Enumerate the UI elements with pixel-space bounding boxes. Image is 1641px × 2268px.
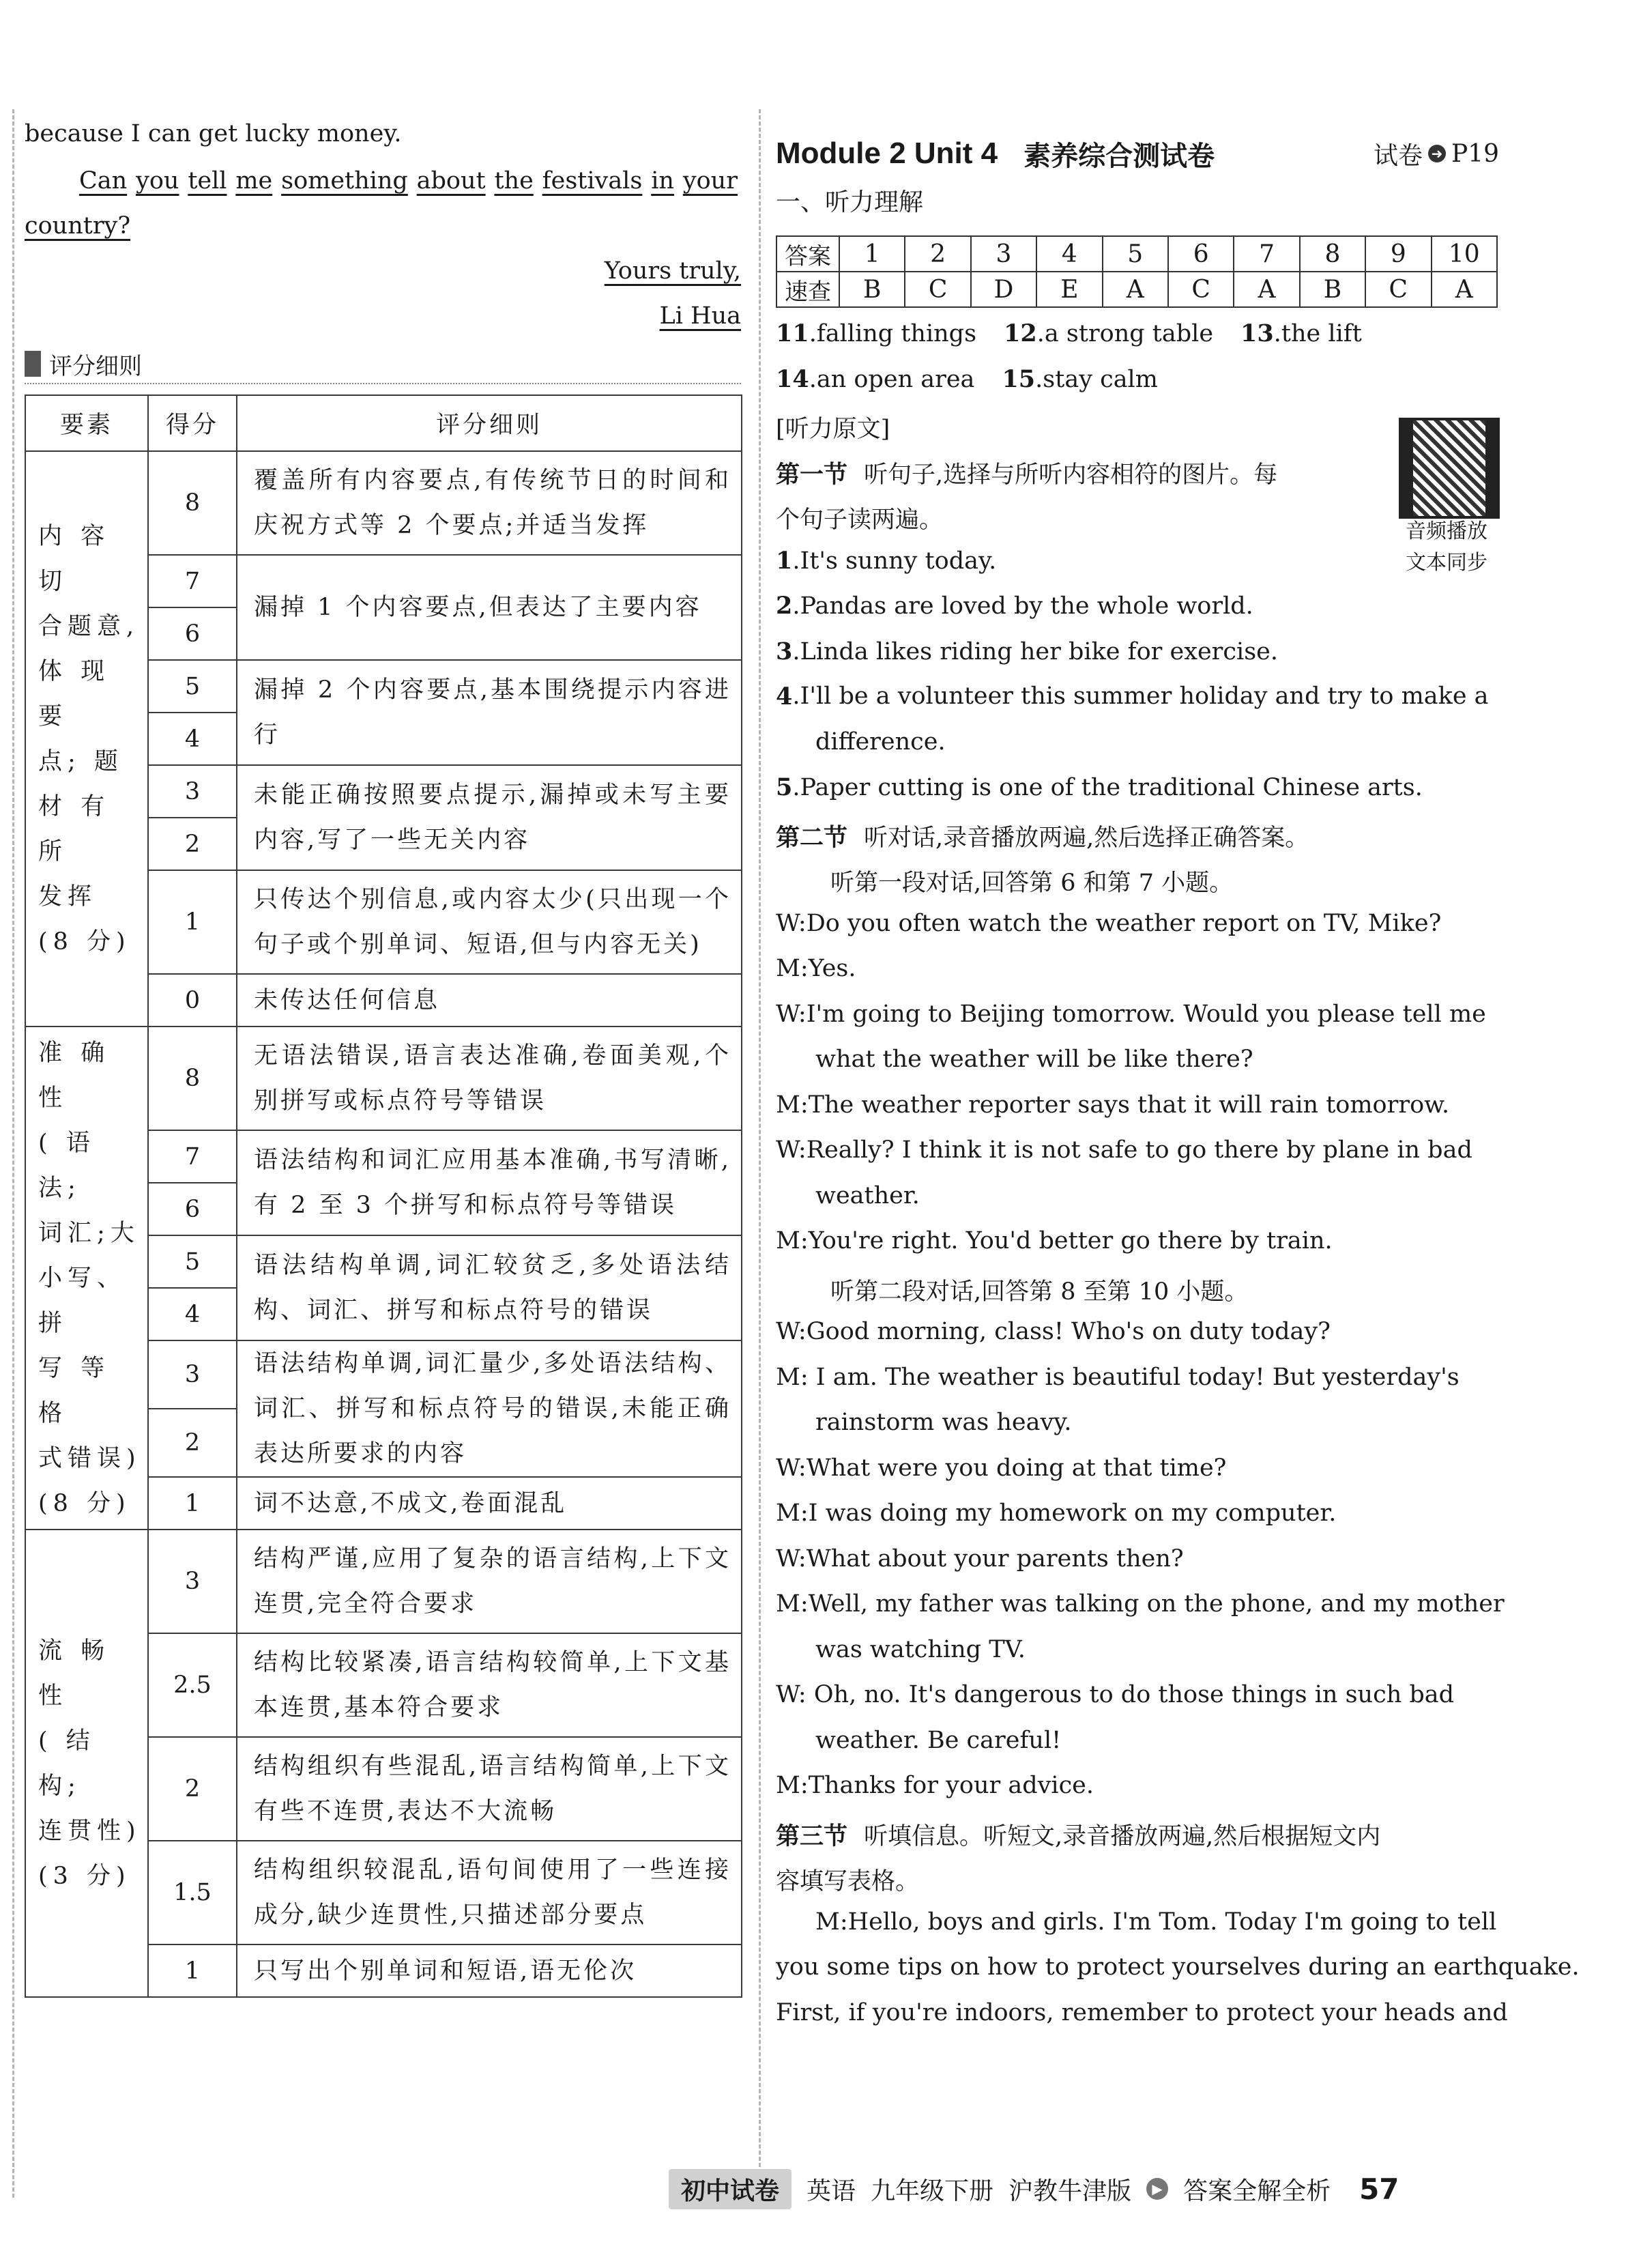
module-title: Module 2 Unit 4	[776, 137, 998, 170]
answer-number: 2	[905, 236, 970, 272]
rubric-detail: 结构严谨,应用了复杂的语言结构,上下文连贯,完全符合要求	[237, 1530, 742, 1633]
element-line: (8 分)	[38, 1489, 131, 1517]
element-line: (3 分)	[38, 1862, 131, 1890]
dialogue-line: M: I am. The weather is beautiful today! But yesterday's	[776, 1363, 1460, 1391]
element-line: 合题意,	[38, 612, 140, 640]
left-margin-guide	[12, 109, 14, 2198]
section-title: 第一节	[776, 461, 848, 489]
word: your	[682, 167, 738, 195]
rubric-detail: 只传达个别信息,或内容太少(只出现一个句子或个别单词、短语,但与内容无关)	[237, 870, 742, 974]
dialogue-line: W:Good morning, class! Who's on duty today?	[776, 1318, 1331, 1345]
element-line: 内 容 切	[38, 522, 111, 595]
element-line: 流 畅 性	[38, 1637, 111, 1710]
dialogue-line: M:Yes.	[776, 955, 856, 982]
paper-reference: 试卷 ➜ P19	[1373, 139, 1499, 170]
section-instruction	[776, 1818, 1498, 1852]
answer-letter: C	[1168, 272, 1234, 307]
sentence-number: 2	[776, 592, 793, 620]
element-line: 点; 题	[38, 747, 124, 775]
rubric-table	[25, 394, 742, 1998]
fill-answer-text: an open area	[816, 365, 975, 393]
word: festivals	[542, 167, 643, 195]
column-divider	[759, 109, 761, 2198]
answer-row-label: 速查	[776, 272, 839, 307]
rubric-score: 2.5	[148, 1633, 237, 1737]
element-line: ( 语 法;	[38, 1129, 96, 1202]
rubric-score: 2	[148, 1409, 237, 1477]
rubric-detail: 无语法错误,语言表达准确,卷面美观,个别拼写或标点符号等错误	[237, 1027, 742, 1130]
rubric-detail: 覆盖所有内容要点,有传统节日的时间和庆祝方式等 2 个要点;并适当发挥	[237, 451, 742, 555]
dialogue-line: W:I'm going to Beijing tomorrow. Would you please tell me	[776, 1000, 1486, 1028]
rubric-row	[25, 1530, 742, 1633]
section-text: 听填信息。听短文,录音播放两遍,然后根据短文内	[864, 1822, 1381, 1850]
qr-code[interactable]	[1399, 418, 1500, 519]
rubric-score: 4	[148, 1288, 237, 1340]
footer-subject: 英语	[807, 2177, 856, 2205]
test-title-row	[776, 130, 1499, 177]
fill-answer-number: 11	[776, 319, 809, 347]
answer-number: 8	[1300, 236, 1365, 272]
rubric-detail: 语法结构单调,词汇量少,多处语法结构、词汇、拼写和标点符号的错误,未能正确表达所要求的内容	[237, 1340, 742, 1477]
element-line: 体 现 要	[38, 657, 111, 730]
sentence-text: It's sunny today.	[800, 547, 997, 575]
play-icon: ▶	[1146, 2178, 1168, 2200]
sentence-text: Linda likes riding her bike for exercise.	[800, 637, 1278, 665]
rubric-score: 8	[148, 1027, 237, 1130]
fill-answers-row	[776, 319, 1498, 347]
letter-line: country?	[25, 212, 131, 240]
rubric-score: 3	[148, 1530, 237, 1633]
rubric-row	[25, 451, 742, 555]
listening-sentence: 1.It's sunny today.	[776, 546, 997, 575]
sentence-number: 3	[776, 637, 793, 665]
rubric-detail: 语法结构和词汇应用基本准确,书写清晰,有 2 至 3 个拼写和标点符号等错误	[237, 1130, 742, 1235]
element-line: 式错误)	[38, 1444, 141, 1472]
answer-number: 7	[1234, 236, 1299, 272]
fill-answer-text: stay calm	[1043, 365, 1158, 393]
rubric-score: 1	[148, 870, 237, 974]
rubric-score: 6	[148, 607, 237, 660]
answer-letter: B	[1300, 272, 1365, 307]
rubric-detail: 词不达意,不成文,卷面混乱	[237, 1477, 742, 1530]
dialogue-line-cont: weather. Be careful!	[815, 1726, 1062, 1754]
page-footer	[669, 2168, 1399, 2210]
dialogue-line: W:What were you doing at that time?	[776, 1454, 1227, 1482]
dialogue-line: M:You're right. You'd better go there by train.	[776, 1227, 1333, 1254]
rubric-score: 6	[148, 1183, 237, 1235]
passage-line: First, if you're indoors, remember to protect your heads and	[776, 1998, 1508, 2026]
fill-answer: 15.stay calm	[1002, 364, 1158, 393]
rubric-element	[25, 1530, 148, 1997]
rubric-score: 0	[148, 974, 237, 1027]
rubric-detail: 语法结构单调,词汇较贫乏,多处语法结构、词汇、拼写和标点符号的错误	[237, 1235, 742, 1340]
rubric-detail: 漏掉 2 个内容要点,基本围绕提示内容进行	[237, 660, 742, 765]
passage-line: M:Hello, boys and girls. I'm Tom. Today I'm going to tell	[815, 1908, 1497, 1936]
sentence-text: difference.	[815, 728, 946, 756]
section-title: 第三节	[776, 1822, 848, 1850]
answer-number: 10	[1432, 236, 1497, 272]
answer-number: 6	[1168, 236, 1234, 272]
section-instruction-cont: 个句子读两遍。	[776, 506, 944, 534]
word: me	[235, 167, 273, 195]
sentence-text: Pandas are loved by the whole world.	[800, 592, 1253, 620]
answer-number: 1	[839, 236, 905, 272]
dialogue-line-cont: what the weather will be like there?	[815, 1046, 1253, 1073]
letter-line: because I can get lucky money.	[25, 120, 402, 147]
listening-sentence: 4 . I'll be a volunteer this summer holiday and try to make a	[776, 683, 1498, 710]
dialogue-line-cont: rainstorm was heavy.	[815, 1409, 1072, 1436]
element-line: 词汇;大	[38, 1219, 140, 1247]
rubric-row	[25, 1027, 742, 1130]
qr-caption: 音频播放 文本同步	[1406, 519, 1487, 575]
dialogue-line: M:I was doing my homework on my computer.	[776, 1499, 1337, 1527]
footer-tag: 初中试卷	[669, 2169, 792, 2209]
sentence-text: I'll be a volunteer this summer holiday and try to make a	[800, 683, 1489, 710]
listening-sentence: 2.Pandas are loved by the whole world.	[776, 592, 1253, 620]
answer-number: 3	[971, 236, 1036, 272]
rubric-heading-label: 评分细则	[49, 352, 142, 380]
rubric-detail: 只写出个别单词和短语,语无伦次	[237, 1944, 742, 1997]
answer-number: 4	[1036, 236, 1102, 272]
footer-grade: 九年级下册	[871, 2177, 994, 2205]
rubric-score: 5	[148, 660, 237, 713]
section-title: 第二节	[776, 824, 848, 852]
element-line: 写 等 格	[38, 1354, 111, 1427]
section-text: 听句子,选择与所听内容相符的图片。每	[864, 461, 1278, 489]
listening-sentence	[776, 728, 1498, 756]
element-line: 准 确 性	[38, 1039, 111, 1112]
dialogue-intro: 听第二段对话,回答第 8 至第 10 小题。	[830, 1278, 1249, 1306]
arrow-right-icon: ➜	[1428, 145, 1446, 162]
answer-body	[776, 319, 1580, 2149]
answer-letter: D	[971, 272, 1036, 307]
answer-letter: E	[1036, 272, 1102, 307]
letter-signature: Li Hua	[659, 302, 741, 330]
word: the	[494, 167, 534, 195]
answer-table	[776, 235, 1498, 308]
rubric-detail: 结构组织有些混乱,语言结构简单,上下文有些不连贯,表达不大流畅	[237, 1737, 742, 1841]
dialogue-line: W: Oh, no. It's dangerous to do those things in such bad	[776, 1681, 1455, 1708]
element-line: 发挥	[38, 882, 98, 910]
word: tell	[188, 167, 227, 195]
page-number: 57	[1359, 2172, 1399, 2206]
fill-answer: 11.falling things	[776, 319, 977, 347]
section-instruction-cont: 容填写表格。	[776, 1868, 920, 1895]
rubric-score: 1	[148, 1477, 237, 1530]
answer-letter: A	[1432, 272, 1497, 307]
listening-sentence: 5.Paper cutting is one of the traditional Chinese arts.	[776, 773, 1423, 801]
dialogue-line: M:Well, my father was talking on the phone, and my mother	[776, 1590, 1505, 1618]
answer-letter: A	[1103, 272, 1168, 307]
rubric-detail: 未能正确按照要点提示,漏掉或未写主要内容,写了一些无关内容	[237, 765, 742, 870]
rubric-element	[25, 451, 148, 1027]
rubric-score: 7	[148, 555, 237, 607]
fill-answer: 13.the lift	[1240, 319, 1362, 347]
rubric-score: 1.5	[148, 1841, 237, 1944]
fill-answer-number: 15	[1002, 364, 1036, 393]
letter-closing: Yours truly,	[604, 257, 741, 285]
section-instruction	[776, 456, 1375, 490]
sentence-number: 4	[776, 683, 793, 710]
fill-answer: 14.an open area	[776, 364, 975, 393]
word: about	[416, 167, 486, 195]
rubric-detail: 漏掉 1 个内容要点,但表达了主要内容	[237, 555, 742, 660]
fill-answers-row	[776, 365, 1498, 393]
dialogue-line: W:Really? I think it is not safe to go there by plane in bad	[776, 1136, 1472, 1164]
test-subtitle: 素养综合测试卷	[1023, 140, 1215, 172]
answer-number: 5	[1103, 236, 1168, 272]
sentence-number: 5	[776, 773, 793, 801]
element-line: (8 分)	[38, 928, 131, 956]
answer-number: 9	[1365, 236, 1431, 272]
element-line: 材 有 所	[38, 792, 111, 865]
passage-line: you some tips on how to protect yourselves during an earthquake.	[776, 1953, 1580, 1981]
col-header-detail: 评分细则	[237, 395, 742, 451]
col-header-score: 得分	[148, 395, 237, 451]
letter-line-question	[79, 158, 738, 203]
dialogue-line-cont: weather.	[815, 1181, 920, 1209]
word: something	[281, 167, 408, 195]
element-line: 小写、拼	[38, 1264, 127, 1337]
footer-edition: 沪教牛津版	[1008, 2177, 1132, 2205]
rubric-score: 8	[148, 451, 237, 555]
script-label: [听力原文]	[776, 416, 890, 443]
rubric-score: 7	[148, 1130, 237, 1183]
section-instruction	[776, 819, 1498, 853]
dialogue-intro: 听第一段对话,回答第 6 和第 7 小题。	[830, 870, 1234, 897]
sentence-number: 1	[776, 546, 793, 575]
rubric-detail: 结构比较紧凑,语言结构较简单,上下文基本连贯,基本符合要求	[237, 1633, 742, 1737]
rubric-detail: 未传达任何信息	[237, 974, 742, 1027]
dialogue-line: W:Do you often watch the weather report on TV, Mike?	[776, 909, 1442, 937]
col-header-element: 要素	[25, 395, 148, 451]
word: you	[136, 167, 179, 195]
fill-answer: 12.a strong table	[1004, 319, 1214, 347]
fill-answer-text: falling things	[816, 320, 977, 347]
rubric-heading	[25, 345, 142, 383]
listening-sentence: 3.Linda likes riding her bike for exercise.	[776, 637, 1278, 665]
fill-answer-number: 12	[1004, 319, 1037, 347]
rubric-score: 2	[148, 818, 237, 870]
section-text: 听对话,录音播放两遍,然后选择正确答案。	[864, 824, 1309, 852]
rubric-score: 1	[148, 1944, 237, 1997]
answer-letter: A	[1234, 272, 1299, 307]
fill-answer-number: 13	[1240, 319, 1274, 347]
rubric-element	[25, 1027, 148, 1530]
rubric-score: 4	[148, 713, 237, 765]
dialogue-line-cont: was watching TV.	[815, 1635, 1026, 1663]
rubric-detail: 结构组织较混乱,语句间使用了一些连接成分,缺少连贯性,只描述部分要点	[237, 1841, 742, 1944]
rubric-score: 5	[148, 1235, 237, 1288]
sentence-text: Paper cutting is one of the traditional Chinese arts.	[800, 774, 1423, 801]
book-icon	[25, 351, 41, 377]
word: Can	[79, 167, 128, 195]
rubric-score: 3	[148, 1340, 237, 1409]
answer-letter: B	[839, 272, 905, 307]
fill-answer-number: 14	[776, 364, 809, 393]
answer-letter: C	[905, 272, 970, 307]
dialogue-line: W:What about your parents then?	[776, 1545, 1184, 1573]
footer-answer-label: 答案全解全析	[1183, 2177, 1331, 2205]
element-line: ( 结 构;	[38, 1727, 96, 1800]
answer-row-label: 答案	[776, 236, 839, 272]
rubric-score: 2	[148, 1737, 237, 1841]
fill-answer-text: a strong table	[1044, 320, 1214, 347]
element-line: 连贯性)	[38, 1817, 141, 1845]
word: in	[651, 167, 674, 195]
part-heading: 一、听力理解	[776, 188, 924, 216]
rubric-score: 3	[148, 765, 237, 818]
answer-letter: C	[1365, 272, 1431, 307]
dialogue-line: M:The weather reporter says that it will rain tomorrow.	[776, 1091, 1450, 1119]
fill-answer-text: the lift	[1281, 320, 1362, 347]
dialogue-line: M:Thanks for your advice.	[776, 1772, 1094, 1799]
